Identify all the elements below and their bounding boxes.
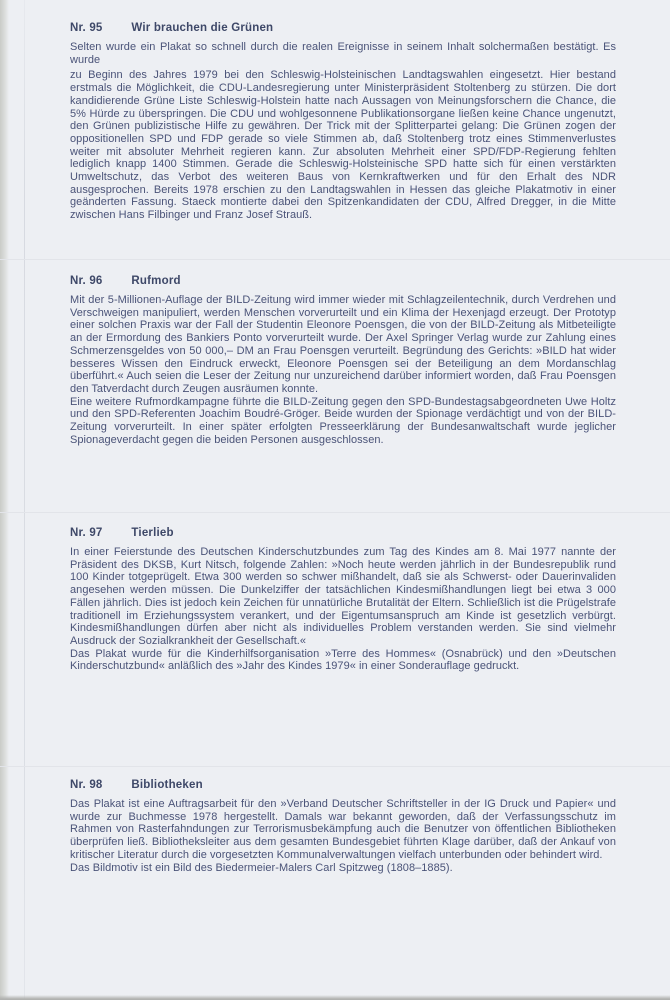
section-heading <box>70 779 616 791</box>
section-title: Tierlieb <box>131 527 174 539</box>
section-paragraph: zu Beginn des Jahres 1979 bei den Schleswig-Holsteinischen Landtagswahlen eingesetzt. Hier bestand erstmals die Möglichkeit, die CDU-Landesregierung unter Ministerpräsident Stoltenberg zu stürzen. Die dort kandidierende Grüne Liste Schleswig-Holstein hatte nach Aussagen von Meinungsforschern die Chance, die 5% Hürde zu überspringen. Die CDU und wohlgesonnene Publikationsorgane ließen keine Chance ungenutzt, den Grünen publizistische Hilfe zu gewähren. Der Trick mit der Splitterpartei gelang: Die Grünen zogen der oppositionellen SPD und FDP gerade so viele Stimmen ab, daß Stoltenberg trotz eines Stimmenverlustes weiter mit absoluter Mehrheit regieren kann. Zur absoluten Mehrheit einer SPD/FDP-Regierung fehlten lediglich knapp 1400 Stimmen. Gerade die Schleswig-Holsteinische SPD hatte sich für einen verstärkten Umweltschutz, das Verbot des weiteren Baus von Kernkraftwerken und für den Erhalt des NDR ausgesprochen. Bereits 1978 erschien zu den Landtagswahlen in Hessen das gleiche Plakatmotiv in einer geänderten Fassung. Staeck montierte dabei den Spitzenkandidaten der CDU, Alfred Dregger, in die Mitte zwischen Hans Filbinger und Franz Josef Strauß. <box>70 69 616 222</box>
section-paragraph: Das Plakat ist eine Auftragsarbeit für den »Verband Deutscher Schriftsteller in der IG Druck und Papier« und wurde zur Buchmesse 1978 hergestellt. Damals war bekannt geworden, daß der Verfassungsschutz im Rahmen von Rasterfahndungen zur Terrorismusbekämpfung auch die Benutzer von öffentlichen Bibliotheken überprüfen ließ. Bibliotheksleiter aus dem gesamten Bundesgebiet führten Klage darüber, daß der Ankauf von kritischer Literatur durch die vorgesetzten Kommunalverwaltungen vielfach unterbunden oder behindert wird. <box>70 798 616 861</box>
section-paragraph: Mit der 5-Millionen-Auflage der BILD-Zeitung wird immer wieder mit Schlagzeilentechnik, durch Verdrehen und Verschweigen manipuliert, werden Menschen vorverurteilt und ein Klima der Hexenjagd erzeugt. Der Prototyp einer solchen Praxis war der Fall der Studentin Eleonore Poensgen, die von der BILD-Zeitung als Mitbeteiligte an der Ermordung des Bankiers Ponto vorverurteilt wurde. Der Axel Springer Verlag wurde zur Zahlung eines Schmerzensgeldes von 50 000,– DM an Frau Poensgen verurteilt. Begründung des Gerichts: »BILD hat wider besseres Wissen den Eindruck erweckt, Eleonore Poensgen sei der Beteiligung an dem Mordanschlag überführt.« Auch seien die Leser der Zeitung nur unzureichend darüber informiert worden, daß Frau Poensgen den Tatverdacht durch Zeugen ausräumen konnte. <box>70 294 616 395</box>
section-heading <box>70 22 616 34</box>
section-number: Nr. 95 <box>70 22 103 34</box>
section-title: Rufmord <box>131 275 181 287</box>
section-paragraph: Eine weitere Rufmordkampagne führte die BILD-Zeitung gegen den SPD-Bundestagsabgeordneten Uwe Holtz und den SPD-Referenten Joachim Boudré-Gröger. Beide wurden der Spionage verdächtigt und von der BILD-Zeitung vorverurteilt. In einer später erfolgten Presseerklärung der Bundesanwaltschaft wurde jeglicher Spionageverdacht gegen die beiden Personen ausgeschlossen. <box>70 395 616 446</box>
section-title: Bibliotheken <box>131 779 203 791</box>
section-paragraph: Selten wurde ein Plakat so schnell durch die realen Ereignisse in seinem Inhalt solchermaßen bestätigt. Es wurde <box>70 41 616 66</box>
page-left-scan-edge <box>0 0 9 1000</box>
section-number: Nr. 97 <box>70 527 103 539</box>
section-nr-96 <box>70 275 616 446</box>
section-nr-97 <box>70 527 616 673</box>
card-divider-line <box>0 512 670 513</box>
page-fold-line <box>24 0 25 1000</box>
card-divider-line <box>0 259 670 260</box>
section-number: Nr. 98 <box>70 779 103 791</box>
section-paragraph: In einer Feierstunde des Deutschen Kinderschutzbundes zum Tag des Kindes am 8. Mai 1977 nannte der Präsident des DKSB, Kurt Nitsch, folgende Zahlen: »Noch heute werden jährlich in der Bundesrepublik rund 100 Kinder totgeprügelt. Etwa 300 werden so schwer mißhandelt, daß sie als Schwerst- oder Dauerinvaliden angesehen werden müssen. Die Dunkelziffer der tatsächlichen Kindesmißhandlungen liegt bei etwa 3 000 Fällen jährlich. Dies ist jedoch kein Zeichen für unnatürliche Brutalität der Eltern. Schließlich ist die Prügelstrafe traditionell im Erziehungssystem verankert, und der Eigentumsanspruch am Kinde ist gesetzlich verbürgt. Kindesmißhandlungen dürfen aber nicht als individuelles Problem verstanden werden. Sie sind vielmehr Ausdruck der Sozialkrankheit der Gesellschaft.« <box>70 546 616 647</box>
section-nr-95 <box>70 22 616 222</box>
section-heading <box>70 527 616 539</box>
section-heading <box>70 275 616 287</box>
section-paragraph: Das Plakat wurde für die Kinderhilfsorganisation »Terre des Hommes« (Osnabrück) und den »Deutschen Kinderschutzbund« anläßlich des »Jahr des Kindes 1979« in einer Sonderauflage gedruckt. <box>70 647 616 673</box>
section-number: Nr. 96 <box>70 275 103 287</box>
page-bottom-scan-edge <box>0 995 670 1000</box>
section-paragraph: Das Bildmotiv ist ein Bild des Biedermeier-Malers Carl Spitzweg (1808–1885). <box>70 861 453 874</box>
card-divider-line <box>0 766 670 767</box>
section-title: Wir brauchen die Grünen <box>131 22 274 34</box>
section-nr-98 <box>70 779 616 874</box>
